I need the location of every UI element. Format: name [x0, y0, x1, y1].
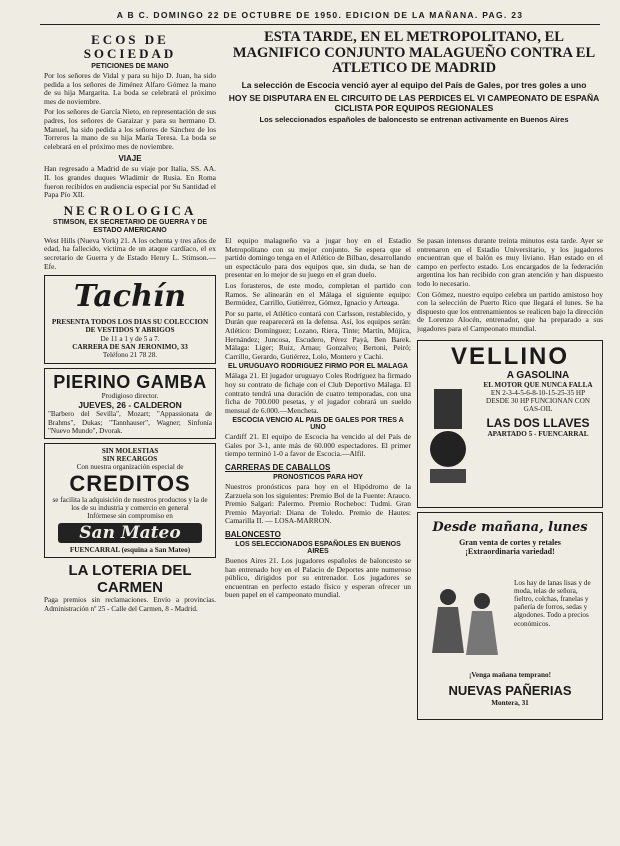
viaje-section — [44, 154, 216, 199]
vellino-line-3: EN 2-3-4-5-6-8-10-15-25-35 HP — [490, 388, 586, 397]
pierino-program: "Barbero del Sevilla", Mozart; "Appassionata de Brahms", Dukas; "Tannhauser", Wagner; Sinfonía "Nuevo Mundo", Dvorak. — [48, 410, 212, 435]
necrologica-section — [44, 203, 216, 271]
shoppers-illustration — [426, 583, 506, 663]
panerias-line-2: Gran venta de cortes y retales — [459, 537, 561, 547]
article-column-1 — [225, 235, 411, 835]
panerias-line-4: ¡Venga mañana temprano! — [469, 670, 551, 679]
society-section — [44, 33, 216, 151]
creditos-line-4: se facilita la adquisición de nuestros productos y la de los de su industria y comercio en general — [52, 495, 208, 512]
creditos-title: CREDITOS — [69, 470, 191, 496]
seleccionados-text: Buenos Aires 21. Los jugadores españoles de baloncesto se han entrenado hoy en el Palacio de Deportes ante numeroso público, dirigidos por su entrenador. Los jugadores se encuentran en perfecto estado físico y esperan ofrecer un buen papel en el campeonato mundial. — [225, 556, 411, 600]
creditos-ad — [44, 443, 216, 558]
main-subhead-3: Los seleccionados españoles de baloncesto se entrenan activamente en Buenos Aires — [259, 114, 569, 124]
right-area — [225, 30, 603, 842]
column-2-paragraph-2: Con Gómez, nuestro equipo celebra un partido amistoso hoy con la selección de Puerto Rico que llegará el lunes. Se ha dispuesto que los entrenamientos se realicen bajo la dirección de Lorenzo Alocén, entrenador, que ha preparado a sus jugadores para el Campeonato mundial. — [417, 289, 603, 333]
creditos-address: FUENCARRAL (esquina a San Mateo) — [69, 546, 191, 555]
article-paragraph-3: Por su parte, el Atlético contará con Carlsson, restablecido, y Durán que reaparecerá en la defensa. Así, los equipos serán: Atlético: Domínguez; Lozano, Riera, Tinte; Martín, Mújica, Hernández; Juncosa, Escudero, Pérez Payá, Ben Barek. Málaga: Liger; Ruiz, Arnau; Gonzalvo; Bertoni, Peiró; Carrillo, Gerardo, Gutiérrez, Lolo, Montero y Cachi. — [225, 308, 411, 361]
panerias-address: Montera, 31 — [491, 698, 529, 707]
vellino-line-4: DESDE 30 HP FUNCIONAN CON GAS-OIL — [486, 396, 590, 414]
escocia-headline: ESCOCIA VENCIO AL PAIS DE GALES POR TRES A UNO — [232, 417, 404, 432]
vellino-logo: VELLINO — [450, 342, 569, 370]
engine-illustration — [426, 379, 470, 489]
society-subhead: PETICIONES DE MANO — [91, 63, 169, 70]
baloncesto-header: BALONCESTO — [225, 530, 281, 540]
vellino-line-1: A GASOLINA — [506, 369, 570, 381]
left-column — [44, 30, 216, 842]
article-paragraph-2: Los forasteros, de este modo, completan el partido con Ramos. Se alinearán en el Málaga el siguiente equipo: Bermúdez, Carrillo, Gutiérrez, Gómez, Ignacio y Arteaga. — [225, 280, 411, 308]
tachin-ad — [44, 275, 216, 364]
creditos-line-1: SIN MOLESTIAS — [101, 446, 159, 455]
vellino-line-2: EL MOTOR QUE NUNCA FALLA — [483, 380, 593, 389]
necrologica-text: West Hills (Nueva York) 21. A los ochenta y tres años de edad, ha fallecido, víctima de un ataque cardíaco, el ex secretario de Guerra y de Estado Henry L. Stimson.—Efe. — [44, 235, 216, 271]
vellino-line-5: LAS DOS LLAVES — [486, 416, 590, 431]
loteria-title: LA LOTERIA DEL CARMEN — [68, 562, 192, 597]
escocia-text: Cardiff 21. El equipo de Escocia ha vencido al del País de Gales por 3-1, ante más de 60.000 espectadores. El primer tiempo terminó 1-0 a favor de Escocia.—Alfil. — [225, 432, 411, 459]
article-column-2 — [417, 235, 603, 835]
viaje-text: Han regresado a Madrid de su viaje por Italia, SS. AA. II. los grandes duques Wladimir de Rusia. En Roma fueron recibidos en audiencia especial por Su Santidad el Papa Pío XII. — [44, 164, 216, 200]
carreras-header: CARRERAS DE CABALLOS — [225, 463, 331, 473]
pierino-ad — [44, 368, 216, 439]
san-mateo-logo: San Mateo — [58, 523, 202, 543]
main-headline: ESTA TARDE, EN EL METROPOLITANO, EL MAGNIFICO CONJUNTO MALAGUEÑO CONTRA EL ATLETICO DE MADRID — [232, 30, 596, 76]
main-subhead-1: La selección de Escocia venció ayer al equipo del País de Gales, por tres goles a uno — [241, 79, 587, 90]
society-title: ECOS DE SOCIEDAD — [83, 32, 177, 61]
loteria-text: Paga premios sin reclamaciones. Envío a provincias. Administración nº 25 - Calle del Carmen, 8 - Madrid. — [44, 596, 216, 613]
tachin-line-1: PRESENTA TODOS LOS DIAS SU COLECCION DE VESTIDOS Y ABRIGOS — [51, 318, 209, 335]
necrologica-subtitle: STIMSON, EX SECRETARIO DE GUERRA Y DE ESTADO AMERICANO — [52, 218, 208, 234]
society-paragraph-2: Por los señores de García Nieto, en representación de sus padres, los señores de Garaizar y para su hermano D. Manuel, ha sido pedida a los señores de Sánchez de los Torreros la mano de su hija María Teresa. La boda se celebrará en el próximo mes de noviembre. — [44, 107, 216, 151]
rodriguez-text: Málaga 21. El jugador uruguayo Coles Rodríguez ha firmado hoy su contrato de fichaje con el Club Deportivo Málaga. El contrato tendrá una duración de cuatro temporadas, con una ficha de 700.000 pesetas, y el jugador cobrará un sueldo mensual de 6.000.—Mencheta. — [225, 371, 411, 415]
column-2-paragraph-1: Se pasan intensos durante treinta minutos esta tarde. Ayer se entrenaron en el Estadio Universitario, y los jugadores encuentran que el balón es muy liviano. Han estado en el campo en perfecto estado. Los encargados de la federación argentina los han recibido con gran atención y han dispuesto todo lo necesario. — [417, 236, 603, 288]
necrologica-title: NECROLOGICA — [63, 202, 197, 218]
pierino-title: PIERINO GAMBA — [53, 372, 207, 393]
vellino-line-6: APARTADO 5 - FUENCARRAL — [487, 430, 589, 439]
creditos-line-5: Infórmese sin compromiso en — [87, 511, 173, 520]
seleccionados-headline: LOS SELECCIONADOS ESPAÑOLES EN BUENOS AIRES — [235, 541, 401, 556]
pierino-line-1: Prodigioso director. — [101, 392, 159, 401]
loteria-ad — [44, 562, 216, 612]
tachin-line-4: Teléfono 21 78 28. — [102, 350, 158, 359]
viaje-title: VIAJE — [118, 154, 142, 164]
pronosticos-headline: PRONOSTICOS PARA HOY — [273, 474, 363, 482]
main-subhead-2: HOY SE DISPUTARA EN EL CIRCUITO DE LAS PERDICES EL VI CAMPEONATO DE ESPAÑA CICLISTA POR EQUIPOS REGIONALES — [228, 92, 600, 113]
panerias-logo: NUEVAS PAÑERIAS — [448, 682, 572, 698]
tachin-line-2: De 11 a 1 y de 5 a 7. — [100, 334, 160, 343]
panerias-description: Los hay de lanas lisas y de moda, telas de señora, fieltro, colchas, franelas y pañería de forros, sedas y algodones. Todo a precios económicos. — [514, 578, 591, 628]
panerias-ad — [417, 512, 603, 720]
vellino-ad — [417, 340, 603, 508]
panerias-line-3: ¡Extraordinaria variedad! — [465, 546, 555, 556]
pierino-line-2: JUEVES, 26 - CALDERON — [78, 400, 182, 411]
page-header: A B C. DOMINGO 22 DE OCTUBRE DE 1950. EDICION DE LA MAÑANA. PAG. 23 — [40, 10, 600, 25]
tachin-line-3: CARRERA DE SAN JERONIMO, 33 — [72, 342, 188, 351]
tachin-logo: Tachín — [73, 279, 187, 315]
society-paragraph-1: Por los señores de Vidal y para su hijo D. Juan, ha sido pedida a los señores de Jiménez Alfaro Gómez la mano de su hija Margarita. La boda se celebrará el próximo mes de noviembre. — [44, 71, 216, 106]
panerias-line-1: Desde mañana, lunes — [432, 519, 588, 535]
article-paragraph-1: El equipo malagueño va a jugar hoy en el Estadio Metropolitano con su mejor conjunto. Se espera que el partido domingo tenga en el Atlético de Bilbao, desarrollando un espectáculo para dos equipos que, sin duda, se han de presentar en lo mejor de su juego en el gran duelo. — [225, 236, 411, 280]
creditos-line-3: Con nuestra organización especial de — [76, 463, 184, 472]
pronosticos-text: Nuestros pronósticos para hoy en el Hipódromo de la Zarzuela son los siguientes: Premio Bol de la Fuente: Arauco. Premio Salgari: Palermo. Premio Rocheboc: Tudmi. Gran Premio Mayorial: Diana de Toledo. Premio de Hautes: Camarilla II. — LOSA-MARRON. — [225, 482, 411, 526]
rodriguez-headline: EL URUGUAYO RODRIGUEZ FIRMO POR EL MALAGA — [228, 363, 408, 371]
creditos-line-2: SIN RECARGOS — [102, 455, 158, 464]
